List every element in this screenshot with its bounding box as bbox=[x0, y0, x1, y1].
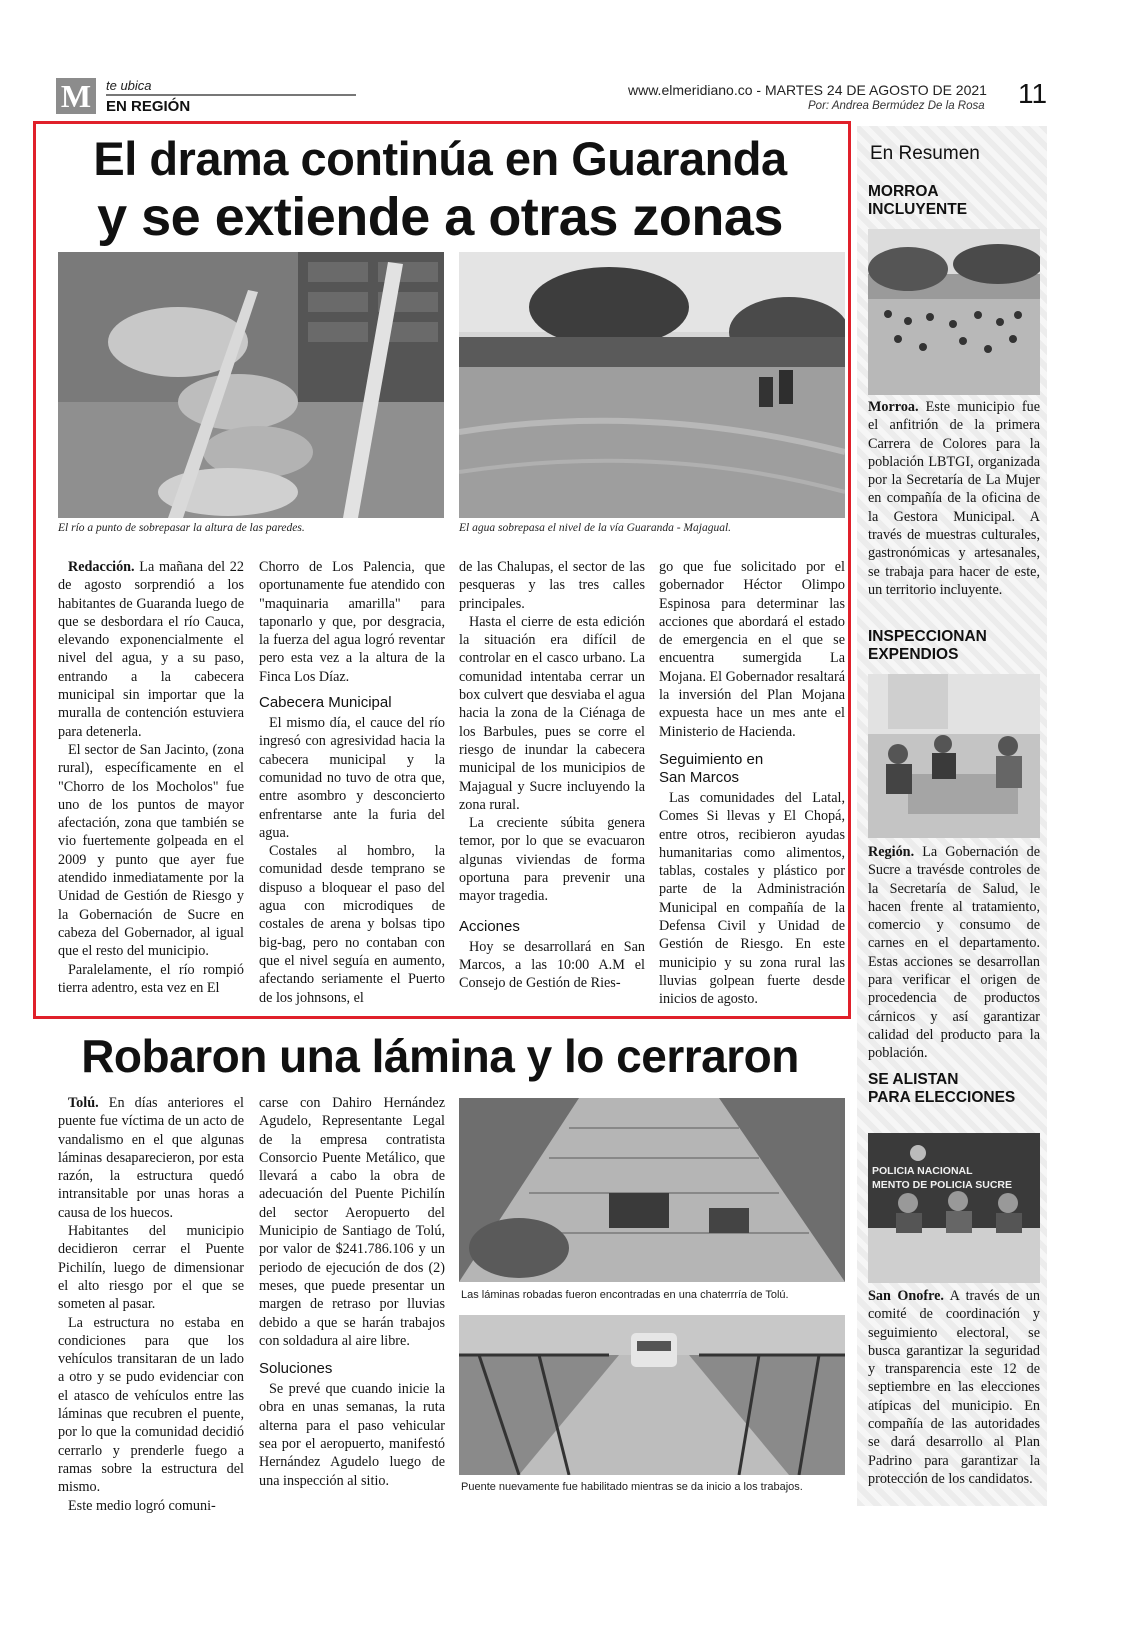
photo-flooded-wall bbox=[58, 252, 444, 518]
sidebar-item-elecciones-lead: San Onofre. bbox=[868, 1288, 944, 1304]
article1-col2-paragraph-3: Costales al hombro, la comunidad desde temprano se dispuso a bloquear el paso del agua con microdiques de costales de arena y bolsas tipo big-bag, pero no contaban con que el nivel seguía en aumento, afectando seriamente el Puerto de los johnsons, el bbox=[259, 843, 445, 1006]
article1-column-1 bbox=[58, 558, 244, 997]
photo-flooded-wall-image bbox=[58, 252, 444, 518]
article2-column-1 bbox=[58, 1094, 244, 1515]
sidebar-item-morroa-heading bbox=[868, 183, 1043, 219]
page-number: 11 bbox=[1018, 78, 1048, 109]
article2-subhead-soluciones: Soluciones bbox=[259, 1360, 333, 1378]
article1-headline-line1: El drama continúa en Guaranda bbox=[93, 132, 787, 185]
sidebar-item-expendios-heading-line1: INSPECCIONAN bbox=[868, 628, 987, 645]
article1-subhead-seguimiento bbox=[659, 751, 845, 787]
article2-dateline: Tolú. bbox=[68, 1095, 99, 1111]
byline: Por: Andrea Bermúdez De la Rosa bbox=[808, 100, 985, 112]
sidebar-photo-expendios-image bbox=[868, 674, 1040, 838]
sidebar-item-elecciones-heading bbox=[868, 1071, 1043, 1107]
article1-col2-paragraph-2: El mismo día, el cauce del río ingresó con agresividad hacia la cabecera municipal y la comunidad no tuvo de otra que, entre asombro y desconcierto enfrentarse ante la furia del agua. bbox=[259, 715, 445, 841]
sidebar-item-morroa-heading-line2: INCLUYENTE bbox=[868, 201, 968, 218]
sidebar-photo-morroa bbox=[868, 229, 1040, 395]
sidebar-item-elecciones-text bbox=[868, 1287, 1040, 1488]
article1-col3-paragraph-4: Hoy se desarrollará en San Marcos, a las 10:00 A.M el Consejo de Gestión de Ries- bbox=[459, 938, 645, 992]
article1-subhead-cabecera: Cabecera Municipal bbox=[259, 694, 392, 712]
masthead bbox=[56, 78, 1056, 118]
article1-col4-paragraph-1: go que fue solicitado por el gobernador Héctor Olimpo Espinosa para determinar las acciones que abordará el estado de emergencia en el que se encuentra sumergida La Mojana. El Gobernador resaltará la inversión del Plan Mojana expuesta hace un mes ante el Ministerio de Hacienda. bbox=[659, 559, 845, 740]
sidebar-photo-expendios bbox=[868, 674, 1040, 838]
article1-subhead-acciones: Acciones bbox=[459, 917, 520, 935]
section-kicker: te ubica bbox=[106, 78, 152, 93]
sidebar-item-elecciones-heading-line1: SE ALISTAN bbox=[868, 1071, 959, 1088]
article1-subhead-seguimiento-line1: Seguimiento en bbox=[659, 750, 764, 768]
photo-reopened-bridge-image bbox=[459, 1315, 845, 1475]
article2-col1-paragraph-4: Este medio logró comuni- bbox=[68, 1497, 216, 1514]
photo-reopened-bridge-caption: Puente nuevamente fue habilitado mientras se da inicio a los trabajos. bbox=[461, 1481, 803, 1493]
photo-flooded-wall-caption: El río a punto de sobrepasar la altura de las paredes. bbox=[58, 522, 305, 534]
article1-col1-paragraph-3: Paralelamente, el río rompió tierra adentro, esta vez en El bbox=[58, 961, 244, 996]
article2-col1-paragraph-2: Habitantes del municipio decidieron cerrar el Puente Pichilín, luego de dimensionar el alto riesgo por el que se someten al pasar. bbox=[58, 1223, 244, 1313]
photo-damaged-bridge-image bbox=[459, 1098, 845, 1282]
article1-column-4 bbox=[659, 558, 845, 1009]
photo-flooded-road-image bbox=[459, 252, 845, 518]
article1-col2-paragraph-1: Chorro de Los Palencia, que oportunamente fue atendido con "maquinaria amarilla" para taponarlo y que, por desgracia, la fuerza del agua logró reventar pero esta vez a la altura de la Finca Los Díaz. bbox=[259, 559, 445, 685]
sidebar-item-expendios-heading bbox=[868, 628, 1043, 664]
article1-col3-paragraph-1: de las Chalupas, el sector de las pesqueras y las tres calles principales. bbox=[459, 559, 645, 612]
section-divider bbox=[106, 94, 356, 96]
article1-column-3 bbox=[459, 558, 645, 993]
sidebar-photo-morroa-image bbox=[868, 229, 1040, 395]
sidebar-item-morroa-lead: Morroa. bbox=[868, 399, 919, 415]
article1-col3-paragraph-3: La creciente súbita genera temor, por lo que se evacuaron algunas viviendas de forma oportuna para prevenir una mayor tragedia. bbox=[459, 815, 645, 905]
article1-column-2 bbox=[259, 558, 445, 1007]
photo-damaged-bridge-caption: Las láminas robadas fueron encontradas en una chaterrría de Tolú. bbox=[461, 1289, 789, 1301]
sidebar-item-expendios-heading-line2: EXPENDIOS bbox=[868, 646, 959, 663]
section-name: EN REGIÓN bbox=[106, 98, 191, 115]
sidebar-item-expendios-body: La Gobernación de Sucre a travésde controles de la Secretaría de Salud, le hacen frente al tratamiento, comercio y consumo de carnes en el departamento. Estas acciones se desarrollan para verificar el origen de procedencia de productos cárnicos y así garantizar calidad del producto para la población. bbox=[868, 844, 1040, 1062]
article1-col4-paragraph-2: Las comunidades del Latal, Comes Si llevas y El Chopá, entre otros, recibieron ayudas humanitarias como alimentos, tablas, costales y plástico por parte de la Administración Municipal en compañía de la Defensa Civil y Unidad de Gestión de Riesgo. En este municipio y su zona rural las lluvias golpean fuerte desde inicios de agosto. bbox=[659, 789, 845, 1008]
sidebar-item-morroa-text bbox=[868, 398, 1040, 599]
sidebar-item-morroa-heading-line1: MORROA bbox=[868, 183, 939, 200]
photo-reopened-bridge bbox=[459, 1315, 845, 1475]
sidebar-title: En Resumen bbox=[870, 143, 980, 164]
article1-dateline: Redacción. bbox=[68, 559, 135, 575]
article2-col1-paragraph-3: La estructura no estaba en condiciones para que los vehículos transitaran de un lado a otro y se pudo evidenciar con el atasco de vehículos entre las láminas que recubren el puente, por lo que la comunidad decidió cerrarlo y prenderle fuego a ramas sobre la estructura del mismo. bbox=[58, 1314, 244, 1496]
sidebar-item-expendios-lead: Región. bbox=[868, 844, 915, 860]
photo-damaged-bridge bbox=[459, 1098, 845, 1282]
article2-col1-paragraph-1: En días anteriores el puente fue víctima de un acto de vandalismo en el que algunas láminas desaparecieron, por esta razón, la estructura quedó intransitable por unas horas a causa de los huecos. bbox=[58, 1095, 244, 1221]
article1-headline-line2: y se extiende a otras zonas bbox=[97, 187, 783, 247]
photo-sign-line2: MENTO DE POLICIA SUCRE bbox=[872, 1179, 1013, 1191]
sidebar-photo-elecciones bbox=[868, 1133, 1040, 1283]
article2-col2-paragraph-1: carse con Dahiro Hernández Agudelo, Representante Legal de la empresa contratista Consorcio Puente Metálico, que llevará a cabo la obra de adecuación del Puente Pichilín del sector Aeropuerto del Municipio de Santiago de Tolú, por valor de $241.786.106 y un periodo de ejecución de dos (2) meses, que puede presentar un margen de retraso por lluvias debido a que se harán trabajos con soldadura al aire libre. bbox=[259, 1095, 445, 1349]
photo-sign-line1: POLICIA NACIONAL bbox=[872, 1165, 973, 1177]
sidebar-item-elecciones-body: A través de un comité de coordinación y seguimiento electoral, se busca garantizar la seguridad y transparencia este 12 de septiembre en las elecciones atípicas del municipio. En compañía de las autoridades se dará desarrollo al Plan Padrino para garantizar la protección de los candidatos. bbox=[868, 1288, 1040, 1487]
sidebar-item-elecciones-heading-line2: PARA ELECCIONES bbox=[868, 1089, 1016, 1106]
article1-col1-paragraph-2: El sector de San Jacinto, (zona rural), específicamente en el "Chorro de los Mocholos" fue uno de los puntos de mayor afectación, zona que también se vio fuertemente golpeada en el 2009 y punto que ayer fue atendido inmediatamente por la Unidad de Gestión de Riesgo y la Gobernación de Sucre en cabeza del Gobernador, al igual que el resto del municipio. bbox=[58, 741, 244, 960]
article2-column-2 bbox=[259, 1094, 445, 1490]
logo: M bbox=[56, 78, 96, 114]
article1-col3-paragraph-2: Hasta el cierre de esta edición la situación era difícil de controlar en el casco urbano. La comunidad intentaba cerrar un box culvert que desviaba el agua hacia la zona de la Ciénaga de los Barbules, pues se corre el riesgo de inundar la cabecera municipal de los municipios de Majagual y Sucre incluyendo la zona rural. bbox=[459, 613, 645, 813]
sidebar-item-morroa-body: Este municipio fue el anfitrión de la primera Carrera de Colores para la población LBTGI, organizada por la Secretaría de La Mujer en compañía de la oficina de la Gestora Municipal. A través de muestras culturales, gastronómicas y artesanales, se trabaja para hacer de este, un territorio incluyente. bbox=[868, 399, 1040, 598]
site-date: www.elmeridiano.co - MARTES 24 DE AGOSTO DE 2021 bbox=[628, 82, 987, 98]
article2-headline: Robaron una lámina y lo cerraron bbox=[81, 1030, 799, 1082]
sidebar-photo-elecciones-image bbox=[868, 1133, 1040, 1283]
article1-col1-paragraph-1: La mañana del 22 de agosto sorprendió a los habitantes de Guaranda luego de que se desbordara el río Cauca, elevando exponencialmente el nivel del agua, y a su paso, entrando a la cabecera municipal sin importar que la muralla de contención estuviera para detenerla. bbox=[58, 559, 244, 740]
photo-flooded-road bbox=[459, 252, 845, 518]
photo-flooded-road-caption: El agua sobrepasa el nivel de la vía Guaranda - Majagual. bbox=[459, 522, 732, 534]
article1-subhead-seguimiento-line2: San Marcos bbox=[659, 768, 740, 786]
article2-col2-paragraph-2: Se prevé que cuando inicie la obra en unas semanas, la ruta alterna para el paso vehicular sea por el aeropuerto, manifestó Hernández Agudelo luego de una inspección al sitio. bbox=[259, 1381, 445, 1489]
sidebar-item-expendios-text bbox=[868, 843, 1040, 1063]
